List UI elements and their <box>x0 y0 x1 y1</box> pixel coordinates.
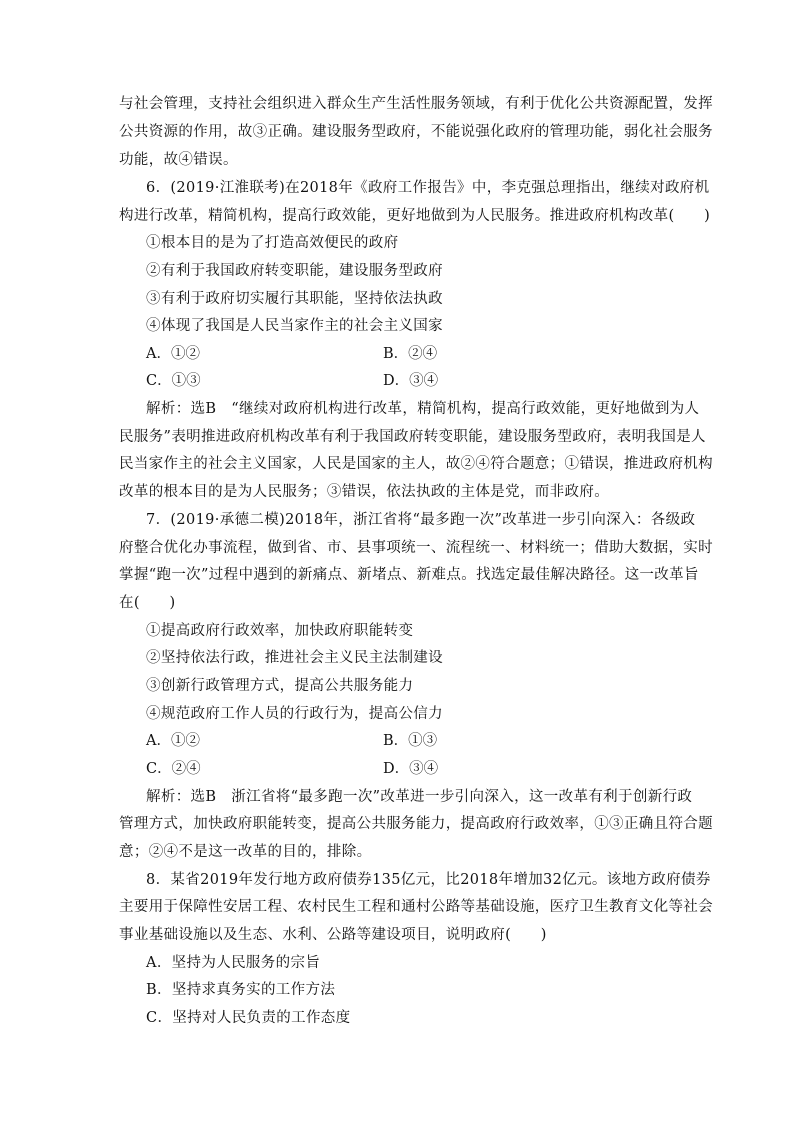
q6-option-d: D．③④ <box>383 373 439 389</box>
q7-option-d: D．③④ <box>383 761 439 777</box>
q6-option-a: A．①② <box>146 346 200 362</box>
question-7-line: 府整合优化办事流程，做到省、市、县事项统一、流程统一、材料统一；借助大数据，实时 <box>119 540 713 556</box>
paragraph-line: 与社会管理，支持社会组织进入群众生产生活性服务领域，有利于优化公共资源配置，发挥 <box>119 96 713 112</box>
question-8-line: 8．某省2019年发行地方政府债券135亿元，比2018年增加32亿元。该地方政府债券 <box>146 872 711 888</box>
paragraph-line: 功能，故④错误。 <box>119 152 238 168</box>
q6-analysis-line: 解析：选B “继续对政府机构进行改革，精简机构，提高行政效能，更好地做到为人 <box>146 401 700 417</box>
question-6-line: 构进行改革，精简机构，提高行政效能，更好地做到为人民服务。推进政府机构改革( ) <box>119 208 711 224</box>
q7-statement-4: ④规范政府工作人员的行政行为，提高公信力 <box>146 706 443 722</box>
question-7-line: 7．(2019·承德二模)2018年，浙江省将“最多跑一次”改革进一步引向深入：各级政 <box>146 512 696 528</box>
q6-option-c: C．①③ <box>146 373 201 389</box>
q7-analysis-line: 解析：选B 浙江省将“最多跑一次”改革进一步引向深入，这一改革有利于创新行政 <box>146 789 693 805</box>
q7-analysis-line: 管理方式，加快政府职能转变，提高公共服务能力，提高政府行政效率，①③正确且符合题 <box>119 816 713 832</box>
q6-statement-1: ①根本目的是为了打造高效便民的政府 <box>146 235 399 251</box>
q6-analysis-line: 民当家作主的社会主义国家，人民是国家的主人，故②④符合题意；①错误，推进政府机构 <box>119 456 713 472</box>
q7-statement-3: ③创新行政管理方式，提高公共服务能力 <box>146 678 414 694</box>
q6-option-b: B．②④ <box>383 346 438 362</box>
q8-option-a: A．坚持为人民服务的宗旨 <box>146 955 321 971</box>
q6-statement-3: ③有利于政府切实履行其职能，坚持依法执政 <box>146 291 443 307</box>
q6-analysis-line: 民服务”表明推进政府机构改革有利于我国政府转变职能，建设服务型政府，表明我国是人 <box>119 429 706 445</box>
q7-statement-2: ②坚持依法行政，推进社会主义民主法制建设 <box>146 650 443 666</box>
question-7-line: 掌握“跑一次”过程中遇到的新痛点、新堵点、新难点。找选定最佳解决路径。这一改革旨 <box>119 567 699 583</box>
q7-option-c: C．②④ <box>146 761 201 777</box>
q6-statement-4: ④体现了我国是人民当家作主的社会主义国家 <box>146 318 443 334</box>
q8-option-c: C．坚持对人民负责的工作态度 <box>146 1010 351 1026</box>
question-8-line: 主要用于保障性安居工程、农村民生工程和通村公路等基础设施，医疗卫生教育文化等社会 <box>119 899 713 915</box>
q8-option-b: B．坚持求真务实的工作方法 <box>146 982 336 998</box>
q7-option-a: A．①② <box>146 733 200 749</box>
q7-analysis-line: 意；②④不是这一改革的目的，排除。 <box>119 844 372 860</box>
q6-statement-2: ②有利于我国政府转变职能，建设服务型政府 <box>146 263 443 279</box>
question-7-line: 在( ) <box>119 595 176 611</box>
q6-analysis-line: 改革的根本目的是为人民服务；③错误，依法执政的主体是党，而非政府。 <box>119 484 610 500</box>
q7-statement-1: ①提高政府行政效率，加快政府职能转变 <box>146 623 414 639</box>
q7-option-b: B．①③ <box>383 733 438 749</box>
question-8-line: 事业基础设施以及生态、水利、公路等建设项目，说明政府( ) <box>119 927 547 943</box>
question-6-line: 6．(2019·江淮联考)在2018年《政府工作报告》中，李克强总理指出，继续对政府机 <box>146 180 710 196</box>
paragraph-line: 公共资源的作用，故③正确。建设服务型政府，不能说强化政府的管理功能，弱化社会服务 <box>119 124 713 140</box>
